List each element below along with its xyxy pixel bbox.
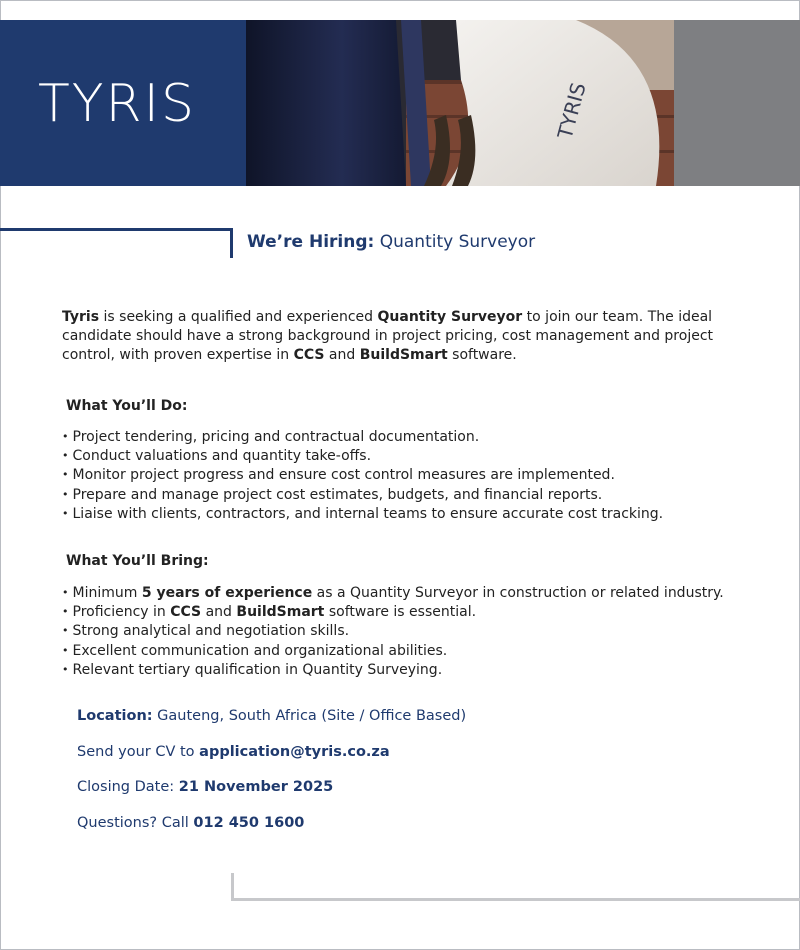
intro-paragraph bbox=[62, 308, 762, 365]
closing-date-line bbox=[77, 779, 333, 795]
footer-rule-horizontal bbox=[231, 898, 800, 901]
heading-rule-vertical bbox=[230, 228, 233, 258]
heading-rule-horizontal bbox=[0, 228, 232, 231]
location-label: Location: bbox=[77, 708, 153, 724]
item-text: software is essential. bbox=[324, 604, 477, 621]
location-value: Gauteng, South Africa (Site / Office Based) bbox=[152, 708, 467, 724]
grey-panel bbox=[674, 20, 800, 186]
intro-text-1: is seeking a qualified and experienced bbox=[99, 309, 378, 325]
location-line bbox=[77, 708, 466, 724]
questions-line bbox=[77, 815, 304, 831]
do-list bbox=[62, 428, 663, 524]
list-item: • Monitor project progress and ensure cost control measures are implemented. bbox=[62, 466, 663, 485]
logo-text: TYRIS bbox=[38, 74, 197, 134]
intro-text-2: to join our team. The ideal candidate should have a strong background in project pricing, cost management and project control, with proven expertise in bbox=[62, 309, 714, 363]
intro-text-4: software. bbox=[447, 347, 517, 363]
company-logo bbox=[38, 74, 197, 136]
page-title bbox=[247, 232, 535, 252]
item-bold: 5 years of experience bbox=[141, 585, 313, 601]
list-item: • Liaise with clients, contractors, and internal teams to ensure accurate cost tracking. bbox=[62, 505, 663, 524]
closing-value: 21 November 2025 bbox=[178, 779, 334, 795]
item-bold: BuildSmart bbox=[236, 604, 325, 621]
logo-panel bbox=[0, 20, 246, 186]
intro-buildsmart: BuildSmart bbox=[359, 347, 448, 363]
closing-label: Closing Date: bbox=[77, 779, 179, 795]
title-bold: We’re Hiring: bbox=[247, 232, 375, 252]
intro-role: Quantity Surveyor bbox=[377, 309, 523, 325]
list-item: • Prepare and manage project cost estimates, budgets, and financial reports. bbox=[62, 486, 663, 505]
item-text: Minimum bbox=[72, 585, 142, 601]
item-bold: CCS bbox=[170, 604, 202, 621]
list-item: • Conduct valuations and quantity take-offs. bbox=[62, 447, 663, 466]
list-item: • Strong analytical and negotiation skills. bbox=[62, 622, 724, 641]
bring-list bbox=[62, 584, 724, 680]
hard-hat-photo bbox=[246, 20, 674, 186]
title-role: Quantity Surveyor bbox=[374, 232, 536, 252]
intro-ccs: CCS bbox=[293, 347, 325, 363]
item-text: Proficiency in bbox=[72, 604, 171, 621]
phone-link[interactable]: 012 450 1600 bbox=[193, 815, 305, 831]
bring-section-title: What You’ll Bring: bbox=[66, 553, 209, 569]
intro-company: Tyris bbox=[62, 309, 100, 325]
list-item bbox=[62, 584, 724, 603]
item-text: and bbox=[201, 604, 237, 621]
list-item: • Excellent communication and organizational abilities. bbox=[62, 642, 724, 661]
send-label: Send your CV to bbox=[77, 744, 200, 760]
hero-photo bbox=[246, 20, 674, 186]
email-link[interactable]: application@tyris.co.za bbox=[199, 744, 390, 760]
item-text: as a Quantity Surveyor in construction or related industry. bbox=[312, 585, 724, 601]
intro-text-3: and bbox=[324, 347, 360, 363]
list-item: • Project tendering, pricing and contractual documentation. bbox=[62, 428, 663, 447]
list-item: • Relevant tertiary qualification in Quantity Surveying. bbox=[62, 661, 724, 680]
helmet-logo-text: TYRIS bbox=[552, 80, 591, 142]
questions-label: Questions? Call bbox=[77, 815, 194, 831]
footer-rule-vertical bbox=[231, 873, 234, 901]
do-section-title: What You’ll Do: bbox=[66, 398, 188, 414]
hero-banner bbox=[0, 20, 800, 186]
send-cv-line bbox=[77, 744, 390, 760]
list-item bbox=[62, 603, 724, 622]
